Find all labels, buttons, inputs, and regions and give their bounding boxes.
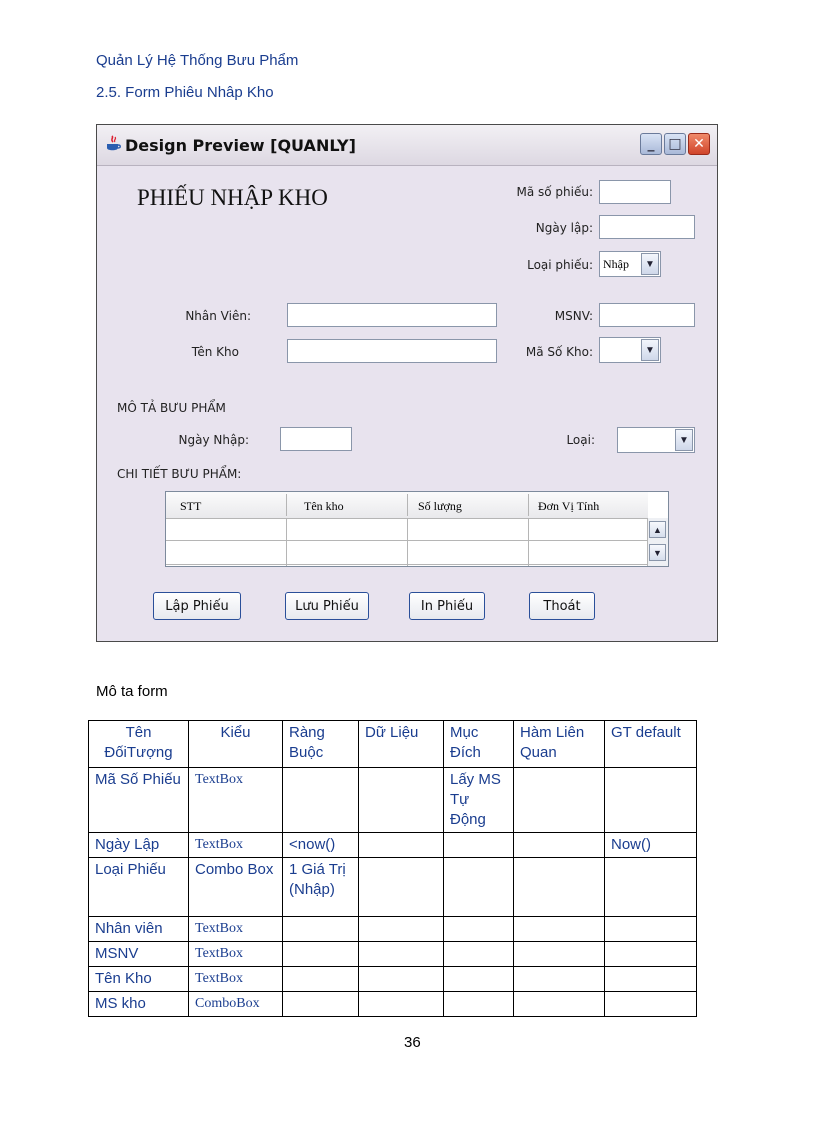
table-cell: [605, 768, 697, 833]
ten-kho-label: Tên Kho: [191, 345, 239, 359]
table-cell: Now(): [605, 833, 697, 858]
maximize-icon[interactable]: □: [664, 133, 686, 155]
table-cell: [359, 833, 444, 858]
close-icon[interactable]: ✕: [688, 133, 710, 155]
table-cell: TextBox: [189, 967, 283, 992]
loai-phieu-value: Nhập: [603, 257, 629, 271]
table-cell: [514, 833, 605, 858]
header-ham-lien-quan: Hàm Liên Quan: [514, 721, 605, 768]
form-title: PHIẾU NHẬP KHO: [137, 185, 328, 210]
ma-so-kho-label: Mã Số Kho:: [525, 345, 593, 359]
table-row: [89, 992, 697, 1017]
table-cell: [514, 967, 605, 992]
table-cell: [514, 942, 605, 967]
mo-ta-heading: MÔ TẢ BƯU PHẨM: [117, 401, 226, 415]
table-cell: Mã Số Phiếu: [89, 768, 189, 833]
header-ten-doi-tuong: Tên ĐốiTượng: [89, 721, 189, 768]
table-cell: [514, 917, 605, 942]
table-row: [89, 917, 697, 942]
table-cell: Nhân viên: [89, 917, 189, 942]
table-cell: [605, 858, 697, 917]
form-description-table: [88, 720, 697, 1017]
chevron-up-icon[interactable]: ▲: [649, 521, 666, 538]
loai-phieu-combobox[interactable]: [599, 251, 661, 277]
table-cell: ComboBox: [189, 992, 283, 1017]
table-cell: [359, 917, 444, 942]
grid-header-ten-kho: Tên kho: [304, 499, 344, 513]
ma-so-phieu-input[interactable]: [599, 180, 671, 204]
document-header: Quản Lý Hệ Thống Bưu Phẩm: [96, 52, 299, 69]
table-cell: [283, 768, 359, 833]
table-cell: [514, 858, 605, 917]
in-phieu-button[interactable]: In Phiếu: [409, 592, 485, 620]
table-header-row: [89, 721, 697, 768]
table-cell: [605, 917, 697, 942]
table-cell: Combo Box: [189, 858, 283, 917]
nhan-vien-label: Nhân Viên:: [185, 309, 251, 323]
header-du-lieu: Dữ Liệu: [359, 721, 444, 768]
table-cell: [359, 942, 444, 967]
grid-header-don-vi-tinh: Đơn Vị Tính: [538, 499, 600, 513]
header-muc-dich: Mục Đích: [444, 721, 514, 768]
table-cell: [283, 992, 359, 1017]
ngay-nhap-label: Ngày Nhập:: [178, 433, 249, 447]
msnv-label: MSNV:: [554, 309, 593, 323]
table-cell: MSNV: [89, 942, 189, 967]
lap-phieu-button[interactable]: Lập Phiếu: [153, 592, 241, 620]
ma-so-kho-combobox[interactable]: [599, 337, 661, 363]
nhan-vien-input[interactable]: [287, 303, 497, 327]
table-cell: [444, 942, 514, 967]
table-cell: TextBox: [189, 768, 283, 833]
minimize-icon[interactable]: _: [640, 133, 662, 155]
table-cell: <now(): [283, 833, 359, 858]
table-cell: [605, 992, 697, 1017]
table-cell: [444, 917, 514, 942]
design-preview-window: [96, 124, 718, 642]
table-cell: Tên Kho: [89, 967, 189, 992]
caption: Mô ta form: [96, 683, 168, 700]
ngay-lap-input[interactable]: [599, 215, 695, 239]
table-cell: [605, 967, 697, 992]
ngay-lap-label: Ngày lập:: [535, 221, 593, 235]
table-cell: Ngày Lập: [89, 833, 189, 858]
ten-kho-input[interactable]: [287, 339, 497, 363]
header-rang-buoc: Ràng Buộc: [283, 721, 359, 768]
ngay-nhap-input[interactable]: [280, 427, 352, 451]
table-cell: [514, 992, 605, 1017]
thoat-button[interactable]: Thoát: [529, 592, 595, 620]
page-number: 36: [404, 1034, 421, 1051]
table-cell: [444, 833, 514, 858]
table-cell: Loại Phiếu: [89, 858, 189, 917]
chi-tiet-grid[interactable]: [165, 491, 669, 567]
table-cell: Lấy MS Tự Động: [444, 768, 514, 833]
table-cell: [514, 768, 605, 833]
grid-header-so-luong: Số lượng: [418, 499, 462, 513]
table-cell: [359, 858, 444, 917]
java-icon: [105, 135, 121, 153]
loai-label: Loại:: [566, 433, 595, 447]
table-cell: [444, 992, 514, 1017]
table-cell: [359, 992, 444, 1017]
chi-tiet-heading: CHI TIẾT BƯU PHẨM:: [117, 467, 242, 481]
table-cell: TextBox: [189, 833, 283, 858]
title-bar[interactable]: [97, 125, 717, 166]
table-cell: [359, 768, 444, 833]
grid-scrollbar[interactable]: [647, 518, 668, 566]
table-row: [89, 942, 697, 967]
table-cell: [359, 967, 444, 992]
table-cell: [605, 942, 697, 967]
table-row: [89, 833, 697, 858]
table-cell: TextBox: [189, 942, 283, 967]
loai-phieu-label: Loại phiếu:: [527, 258, 593, 272]
grid-header: [166, 492, 648, 519]
table-row: [89, 967, 697, 992]
msnv-input[interactable]: [599, 303, 695, 327]
table-row: [89, 768, 697, 833]
table-cell: MS kho: [89, 992, 189, 1017]
table-row: [89, 858, 697, 917]
grid-header-stt: STT: [180, 499, 202, 513]
table-cell: [444, 967, 514, 992]
header-kieu: Kiểu: [189, 721, 283, 768]
table-cell: [283, 917, 359, 942]
chevron-down-icon[interactable]: ▼: [641, 339, 659, 361]
luu-phieu-button[interactable]: Lưu Phiếu: [285, 592, 369, 620]
section-title: 2.5. Form Phiêu Nhâp Kho: [96, 84, 274, 101]
table-cell: TextBox: [189, 917, 283, 942]
chevron-down-icon[interactable]: ▼: [675, 429, 693, 451]
header-gt-default: GT default: [605, 721, 697, 768]
chevron-down-icon[interactable]: ▼: [641, 253, 659, 275]
chevron-down-icon[interactable]: ▼: [649, 544, 666, 561]
window-title: Design Preview [QUANLY]: [125, 136, 356, 155]
table-cell: [283, 942, 359, 967]
table-cell: [444, 858, 514, 917]
loai-combobox[interactable]: [617, 427, 695, 453]
ma-so-phieu-label: Mã số phiếu:: [516, 185, 593, 199]
table-cell: 1 Giá Trị (Nhập): [283, 858, 359, 917]
table-cell: [283, 967, 359, 992]
